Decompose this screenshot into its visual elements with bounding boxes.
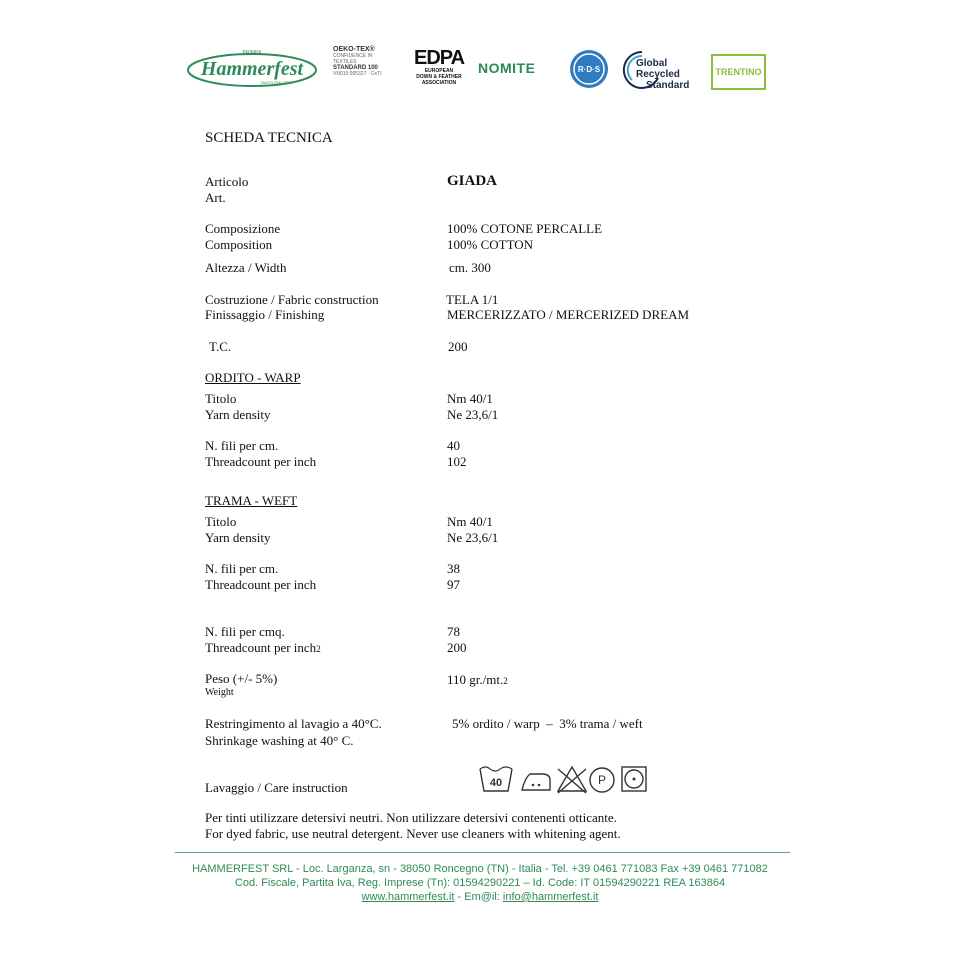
dry-clean-p-icon <box>590 768 614 792</box>
edpa-line1: EUROPEAN <box>424 68 454 74</box>
ordito-titolo-value: Nm 40/1 <box>447 391 493 406</box>
wash-temp-text: 40 <box>489 777 503 789</box>
tc-value: 200 <box>448 339 468 354</box>
rds-mark: R·D·S <box>577 65 601 74</box>
hammerfest-logo <box>186 46 318 90</box>
peso-sup: 2 <box>503 676 508 686</box>
edpa-logo <box>414 48 464 94</box>
shrink-label: Shrinkage washing at 40° C. <box>205 733 354 748</box>
footer-address: HAMMERFEST SRL - Loc. Larganza, sn - 38050 Roncegno (TN) - Italia - Tel. +39 0461 771083 Fax +39 0461 771082 <box>192 863 768 875</box>
cmq-value: 78 <box>447 624 460 639</box>
note-italian: Per tinti utilizzare detersivi neutri. Non utilizzare detersivi contenenti otticante. <box>205 810 617 825</box>
cmq-label: N. fili per cmq. <box>205 624 285 639</box>
composition-value: 100% COTTON <box>447 237 534 252</box>
peso-label: Peso (+/- 5%) <box>205 671 278 686</box>
tumble-dry-icon <box>622 767 646 791</box>
inch2-label: Threadcount per inch <box>205 640 317 655</box>
altezza-label: Altezza / Width <box>205 260 287 275</box>
iron-icon <box>522 774 550 790</box>
tc-label: T.C. <box>209 339 232 354</box>
edpa-mark: EDPA <box>414 47 465 69</box>
trama-heading: TRAMA - WEFT <box>205 493 298 508</box>
trentino-logo <box>711 54 766 90</box>
footer-contacts <box>0 890 960 904</box>
grs-line1: Global Recycled <box>636 58 680 80</box>
oeko-tex-logo <box>333 46 395 90</box>
articolo-label: Articolo <box>205 174 249 189</box>
trama-fili-value: 38 <box>447 561 460 576</box>
care-icons <box>478 763 650 795</box>
footer-fiscal: Cod. Fiscale, Partita Iva, Reg. Imprese (Tn): 01594290221 – Id. Code: IT 01594290221 REA 163864 <box>234 877 726 889</box>
inch2-value: 200 <box>447 640 467 655</box>
grs-logo <box>622 48 707 92</box>
email-link[interactable]: info@hammerfest.it <box>502 891 599 903</box>
inch2-label-row <box>205 640 321 657</box>
ordito-yarn-value: Ne 23,6/1 <box>447 407 499 422</box>
trama-fili-label: N. fili per cm. <box>205 561 279 576</box>
footer-separator: - Em@il: <box>454 891 503 903</box>
ordito-yarn-label: Yarn density <box>205 407 271 422</box>
dry-clean-letter: P <box>597 773 607 787</box>
trama-yarn-value: Ne 23,6/1 <box>447 530 499 545</box>
ordito-thread-value: 102 <box>447 454 467 469</box>
trama-thread-value: 97 <box>447 577 460 592</box>
composition-label: Composition <box>205 237 273 252</box>
finissaggio-label: Finissaggio / Finishing <box>205 307 325 322</box>
peso-value-row <box>447 672 508 689</box>
website-link[interactable]: www.hammerfest.it <box>361 891 455 903</box>
ordito-thread-label: Threadcount per inch <box>205 454 317 469</box>
oeko-line4: VN010 065327 · CeTI <box>333 71 382 77</box>
art-label: Art. <box>205 190 226 205</box>
nomite-mark: NOMITE <box>478 60 536 76</box>
care-label: Lavaggio / Care instruction <box>205 780 348 795</box>
oeko-line1: OEKO-TEX® <box>333 46 375 53</box>
altezza-value: cm. 300 <box>449 260 491 275</box>
note-english: For dyed fabric, use neutral detergent. Never use cleaners with whitening agent. <box>205 826 621 841</box>
logo-bar <box>0 38 960 100</box>
composizione-label: Composizione <box>205 221 281 236</box>
page-title: SCHEDA TECNICA <box>205 130 333 146</box>
trama-titolo-label: Titolo <box>205 514 237 529</box>
composizione-value: 100% COTONE PERCALLE <box>447 221 603 236</box>
ordito-fili-label: N. fili per cm. <box>205 438 279 453</box>
hammerfest-tagline: TANTO PIACERE <box>260 80 292 85</box>
edpa-line2: DOWN & FEATHER <box>416 74 462 80</box>
hammerfest-name: Hammerfest <box>200 58 304 80</box>
restr-label: Restringimento al lavagio a 40°C. <box>205 716 382 731</box>
ordito-heading: ORDITO - WARP <box>205 370 301 385</box>
ordito-titolo-label: Titolo <box>205 391 237 406</box>
weight-label: Weight <box>205 687 234 698</box>
wash-40-icon <box>480 767 512 791</box>
articolo-value: GIADA <box>447 173 498 189</box>
costruzione-label: Costruzione / Fabric construction <box>205 292 379 307</box>
hammerfest-top-text: PRIMINI <box>242 50 262 56</box>
inch2-sup: 2 <box>316 644 321 654</box>
nomite-logo <box>478 60 548 80</box>
ordito-fili-value: 40 <box>447 438 460 453</box>
trama-thread-label: Threadcount per inch <box>205 577 317 592</box>
rds-logo <box>569 49 609 89</box>
trama-yarn-label: Yarn density <box>205 530 271 545</box>
trentino-mark: TRENTINO <box>715 67 762 77</box>
trama-titolo-value: Nm 40/1 <box>447 514 493 529</box>
oeko-line2: CONFIDENCE IN TEXTILES <box>333 53 373 65</box>
peso-value: 110 gr./mt. <box>447 672 504 687</box>
costruzione-value: TELA 1/1 <box>446 292 499 307</box>
finissaggio-value: MERCERIZZATO / MERCERIZED DREAM <box>447 307 690 322</box>
no-bleach-icon <box>558 767 586 793</box>
restr-value: 5% ordito / warp – 3% trama / weft <box>452 716 643 731</box>
footer-divider <box>175 852 790 853</box>
oeko-line3: STANDARD 100 <box>333 65 378 71</box>
grs-line2: Standard <box>646 80 690 91</box>
edpa-line3: ASSOCIATION <box>421 80 457 86</box>
